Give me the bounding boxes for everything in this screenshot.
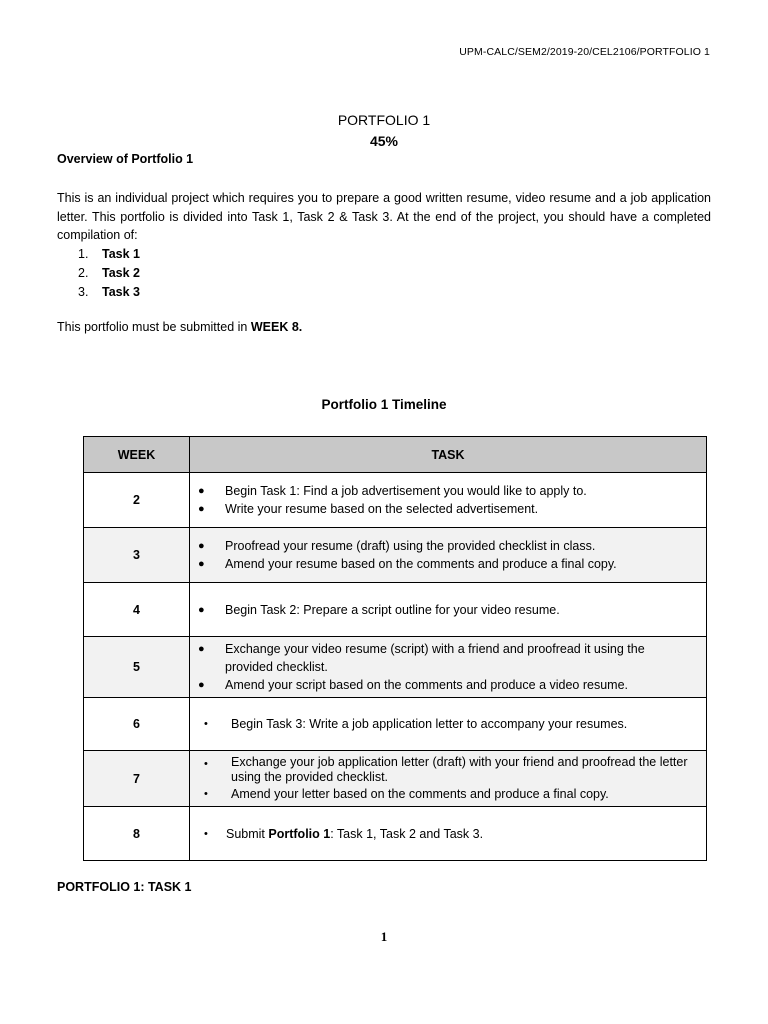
task-bullet	[194, 715, 696, 733]
week-column-header: WEEK	[84, 437, 190, 473]
task-cell	[190, 583, 707, 637]
task-bullet	[194, 676, 696, 694]
task-cell	[190, 637, 707, 698]
section-heading-task1: PORTFOLIO 1: TASK 1	[57, 880, 192, 894]
bullet-text: Write your resume based on the selected advertisement.	[225, 502, 539, 516]
submission-note	[57, 320, 302, 334]
week-cell: 3	[84, 528, 190, 583]
bullet-text: Begin Task 3: Write a job application letter to accompany your resumes.	[231, 717, 628, 731]
task-bullet	[194, 755, 696, 785]
submission-note-text: This portfolio must be submitted in	[57, 320, 251, 334]
table-row	[84, 473, 707, 528]
submit-portfolio-name: Portfolio 1	[268, 826, 331, 841]
submit-prefix: Submit	[226, 826, 269, 841]
task-bullet	[194, 500, 696, 518]
table-row	[84, 583, 707, 637]
week-cell: 6	[84, 698, 190, 751]
table-row	[84, 637, 707, 698]
bullet-icon: ●	[198, 558, 205, 570]
week-cell: 8	[84, 807, 190, 861]
task-cell	[190, 528, 707, 583]
bullet-text: Proofread your resume (draft) using the provided checklist in class.	[225, 539, 596, 553]
bullet-icon: ●	[198, 540, 205, 552]
bullet-icon: •	[204, 787, 208, 800]
bullet-text: Amend your script based on the comments and produce a video resume.	[225, 678, 628, 692]
task-bullet	[194, 482, 696, 500]
bullet-icon: ●	[198, 603, 205, 616]
bullet-text: Exchange your video resume (script) with a friend and proofread it using the provided checklist.	[225, 642, 645, 674]
bullet-icon: ●	[198, 503, 205, 515]
task-cell	[190, 807, 707, 861]
list-item	[78, 283, 140, 302]
list-label: Task 3	[102, 285, 140, 299]
submit-suffix: : Task 1, Task 2 and Task 3.	[330, 826, 484, 841]
week-cell: 7	[84, 751, 190, 807]
list-label: Task 1	[102, 247, 140, 261]
bullet-text: Begin Task 2: Prepare a script outline for your video resume.	[225, 602, 560, 617]
task-bullet	[194, 555, 696, 573]
bullet-icon: •	[204, 718, 208, 730]
week-cell: 5	[84, 637, 190, 698]
table-row	[84, 698, 707, 751]
bullet-icon: ●	[198, 643, 205, 655]
timeline-table	[83, 436, 707, 861]
submission-week: WEEK 8.	[250, 320, 303, 334]
page-number: 1	[380, 929, 388, 944]
page-title: PORTFOLIO 1	[337, 112, 431, 128]
bullet-icon: ●	[198, 485, 205, 497]
task-bullet	[194, 825, 696, 843]
week-cell: 2	[84, 473, 190, 528]
task-list	[78, 245, 140, 302]
bullet-text: Exchange your job application letter (draft) with your friend and proofread the letter using the provided checklist.	[231, 754, 688, 784]
bullet-text: Amend your resume based on the comments and produce a final copy.	[225, 557, 617, 571]
task-bullet	[194, 785, 696, 803]
bullet-text: Begin Task 1: Find a job advertisement you would like to apply to.	[225, 484, 587, 498]
table-header-row	[84, 437, 707, 473]
bullet-icon: •	[204, 827, 208, 840]
bullet-text	[226, 825, 696, 843]
timeline-title: Portfolio 1 Timeline	[321, 397, 447, 412]
task-column-header: TASK	[190, 437, 707, 473]
week-cell: 4	[84, 583, 190, 637]
bullet-text: Amend your letter based on the comments and produce a final copy.	[231, 786, 609, 801]
task-cell	[190, 473, 707, 528]
task-bullet	[194, 537, 696, 555]
bullet-icon: ●	[198, 679, 205, 691]
list-item	[78, 245, 140, 264]
overview-heading: Overview of Portfolio 1	[57, 152, 194, 166]
task-bullet	[194, 601, 696, 619]
list-number: 1.	[78, 247, 89, 261]
task-bullet	[194, 640, 696, 676]
list-label: Task 2	[102, 266, 140, 280]
table-row	[84, 528, 707, 583]
task-cell	[190, 751, 707, 807]
list-number: 3.	[78, 285, 89, 299]
task-cell	[190, 698, 707, 751]
intro-paragraph: This is an individual project which requires you to prepare a good written resume, video resume and a job application letter. This portfolio is divided into Task 1, Task 2 & Task 3. At the end of the project, you should have a completed compilation of:	[57, 191, 711, 242]
table-row	[84, 807, 707, 861]
portfolio-weight: 45%	[369, 133, 399, 149]
list-number: 2.	[78, 266, 89, 280]
list-item	[78, 264, 140, 283]
document-reference-code: UPM-CALC/SEM2/2019-20/CEL2106/PORTFOLIO 1	[459, 46, 710, 58]
bullet-icon: •	[204, 757, 208, 770]
table-row	[84, 751, 707, 807]
